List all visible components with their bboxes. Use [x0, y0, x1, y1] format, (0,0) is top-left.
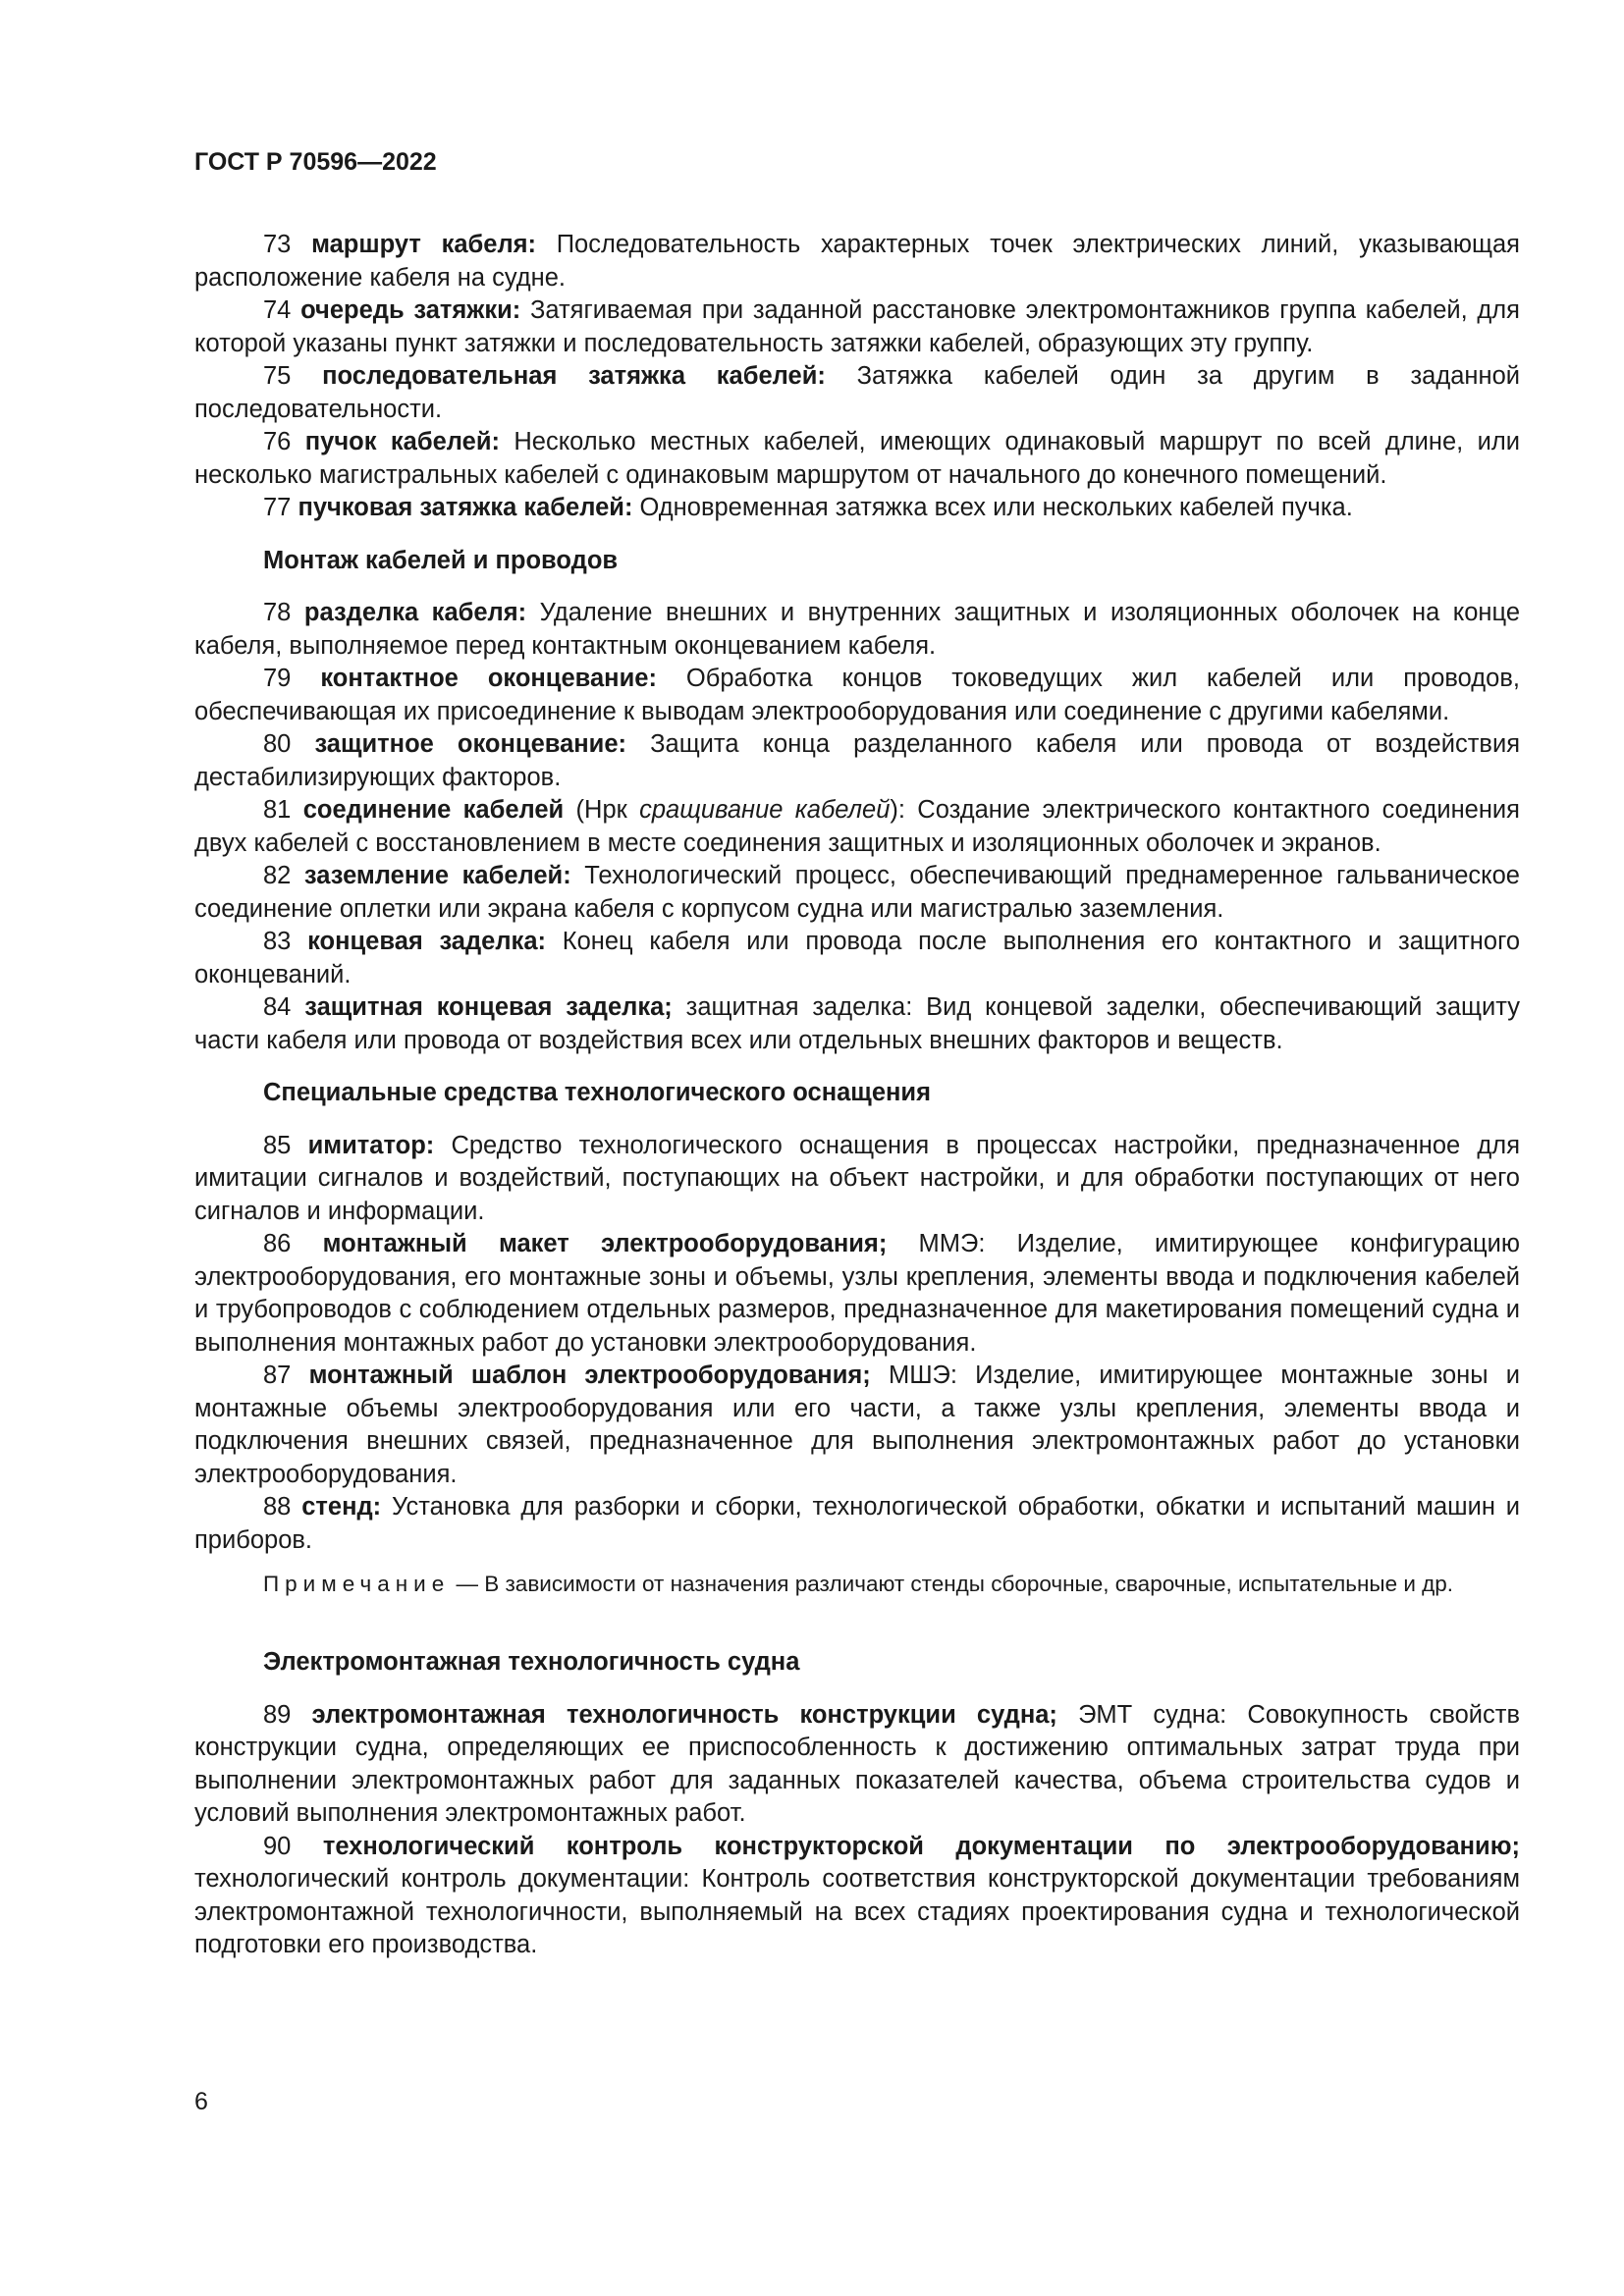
- section-cable-mounting: [194, 545, 1520, 1058]
- section-special-equipment: [194, 1077, 1520, 1599]
- note-paragraph: Примечание — В зависимости от назначения различают стенды сборочные, сварочные, испытательные и др.: [263, 1572, 1454, 1596]
- section-ship-manufacturability: [194, 1646, 1520, 1962]
- term-entry-86: 86 монтажный макет электрооборудования; ММЭ: Изделие, имитирующее конфигурацию электрооборудования, его монтажные зоны и объемы, узлы крепления, элементы ввода и подключения кабелей и трубопроводов с соблюдением отдельных размеров, предназначенное для макетирования помещений судна и выполнения монтажных работ до установки электрооборудования.: [194, 1230, 1520, 1357]
- term-entry-80: 80 защитное оконцевание: Защита конца разделанного кабеля или провода от воздействия дестабилизирующих факторов.: [194, 730, 1520, 791]
- term-entry-82: 82 заземление кабелей: Технологический процесс, обеспечивающий преднамеренное гальваническое соединение оплетки или экрана кабеля с корпусом судна или магистралью заземления.: [194, 862, 1520, 923]
- term-entry-89: 89 электромонтажная технологичность конструкции судна; ЭМТ судна: Совокупность свойств конструкции судна, определяющих ее приспособленность к достижению оптимальных затрат труда при выполнении электромонтажных работ для заданных показателей качества, объема строительства судов и условий выполнения электромонтажных работ.: [194, 1700, 1520, 1827]
- term-entry-77: 77 пучковая затяжка кабелей: Одновременная затяжка всех или нескольких кабелей пучка.: [263, 494, 1353, 521]
- term-entry-74: 74 очередь затяжки: Затягиваемая при заданной расстановке электромонтажников группа кабелей, для которой указаны пункт затяжки и последовательность затяжки кабелей, образующих эту группу.: [194, 296, 1520, 357]
- term-entry-73: 73 маршрут кабеля: Последовательность характерных точек электрических линий, указывающая расположение кабеля на судне.: [194, 231, 1520, 292]
- term-entry-90: 90 технологический контроль конструкторской документации по электрооборудованию; технологический контроль документации: Контроль соответствия конструкторской документации требованиям электромонтажной технологичности, выполняемый на всех стадиях проектирования судна и технологической подготовки его производства.: [194, 1832, 1520, 1958]
- term-entry-83: 83 концевая заделка: Конец кабеля или провода после выполнения его контактного и защитного оконцеваний.: [194, 928, 1520, 988]
- section-heading: Монтаж кабелей и проводов: [263, 546, 619, 574]
- document-code-header: ГОСТ Р 70596—2022: [194, 148, 437, 176]
- term-entry-76: 76 пучок кабелей: Несколько местных кабелей, имеющих одинаковый маршрут по всей длине, или несколько магистральных кабелей с одинаковым маршрутом от начального до конечного помещений.: [194, 428, 1520, 489]
- term-entry-88: 88 стенд: Установка для разборки и сборки, технологической обработки, обкатки и испытаний машин и приборов.: [194, 1493, 1520, 1554]
- section-cable-routing: [194, 229, 1520, 525]
- section-heading: Специальные средства технологического оснащения: [263, 1079, 931, 1106]
- term-entry-85: 85 имитатор: Средство технологического оснащения в процессах настройки, предназначенное для имитации сигналов и воздействий, поступающих на объект настройки, и для обработки поступающих от него сигналов и информации.: [194, 1131, 1520, 1225]
- term-entry-79: 79 контактное оконцевание: Обработка концов токоведущих жил кабелей или проводов, обеспечивающая их присоединение к выводам электрооборудования или соединение с другими кабелями.: [194, 665, 1520, 725]
- term-entry-75: 75 последовательная затяжка кабелей: Затяжка кабелей один за другим в заданной последовательности.: [194, 362, 1520, 423]
- term-entry-81: 81 соединение кабелей (Нрк сращивание кабелей): Создание электрического контактного соединения двух кабелей с восстановлением в месте соединения защитных и изоляционных оболочек и экранов.: [194, 796, 1520, 857]
- term-entry-78: 78 разделка кабеля: Удаление внешних и внутренних защитных и изоляционных оболочек на конце кабеля, выполняемое перед контактным оконцеванием кабеля.: [194, 599, 1521, 660]
- section-heading: Электромонтажная технологичность судна: [263, 1648, 800, 1676]
- note-label: Примечание: [263, 1572, 451, 1596]
- term-entry-84: 84 защитная концевая заделка; защитная заделка: Вид концевой заделки, обеспечивающий защиту части кабеля или провода от воздействия всех или отдельных внешних факторов и веществ.: [194, 993, 1520, 1054]
- page-number: 6: [194, 2088, 208, 2115]
- term-entry-87: 87 монтажный шаблон электрооборудования; МШЭ: Изделие, имитирующее монтажные зоны и монтажные объемы электрооборудования или его части, а также узлы крепления, элементы ввода и подключения внешних связей, предназначенное для выполнения электромонтажных работ до установки электрооборудования.: [194, 1362, 1520, 1488]
